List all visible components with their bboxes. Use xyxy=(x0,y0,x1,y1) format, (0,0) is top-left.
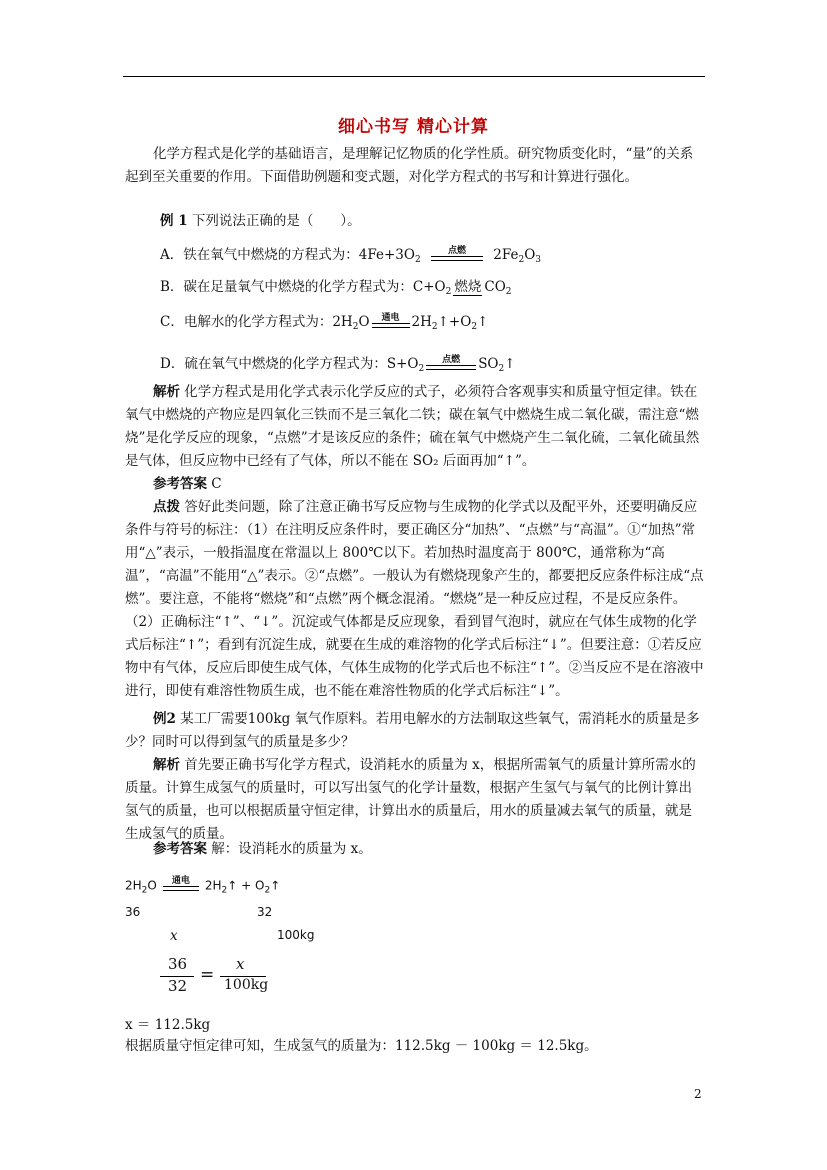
equation-product-o2: ↑ + O xyxy=(227,878,265,893)
fraction-numerator-left: 36 xyxy=(168,955,188,973)
tip-text: 答好此类问题，除了注意正确书写反应物与生成物的化学式以及配平外，还要明确反应条件与符号的标注：（1）在注明反应条件时，要正确区分“加热”、“点燃”与“高温”。①“加热”常用“△”表示，一般指温度在常温以上 800℃以下。若加热时温度高于 800℃，通常称为“高温”，“高温”不能用“△”表示。②“点燃”。一般认为有燃烧现象产生的，都要把反应条件标注成“点燃”。要注意，不能将“燃烧”和“点燃”两个概念混淆。“燃烧”是一种反应过程，不是反应条件。（2）正确标注“↑”、“↓”。沉淀或气体都是反应现象，看到冒气泡时，就应在气体生成物的化学式后标注“↑”；看到有沉淀生成，就要在生成的难溶物的化学式后标注“↓”。但要注意：①若反应物中有气体，反应后即使生成气体，气体生成物的化学式后也不标注“↑”。②当反应不是在溶液中进行，即使有难溶性物质生成，也不能在难溶性物质的化学式后标注“↓”。 xyxy=(125,499,704,699)
example1-analysis xyxy=(125,381,705,473)
option-a-text: A．铁在氧气中燃烧的方程式为：4Fe+3O xyxy=(160,247,415,263)
tip-label: 点拨 xyxy=(153,499,180,515)
option-c-product: 2H xyxy=(411,314,432,330)
example2-answer xyxy=(125,838,705,861)
option-b: B．碳在足量氧气中燃烧的化学方程式为：$C+O_2$ 燃烧 $CO_2$ xyxy=(160,279,512,297)
page-title: 细心书写 精心计算 xyxy=(338,117,489,137)
intro-paragraph: 化学方程式是化学的基础语言，是理解记忆物质的化学性质。研究物质变化时，“量”的关系起到至关重要的作用。下面借助例题和变式题，对化学方程式的书写和计算进行强化。 xyxy=(125,146,694,185)
option-c-tail: ↑+O xyxy=(437,314,472,330)
option-c: C．电解水的化学方程式为：$2H_2O$ 通电 $2H_2↑+O_2↑$ xyxy=(160,310,488,333)
proportion-equation: 36 32 = x 100kg xyxy=(158,955,268,1001)
reaction-condition xyxy=(431,246,483,266)
option-a-product: 2Fe xyxy=(493,247,519,263)
example1-question xyxy=(160,209,361,229)
answer-text: 解：设消耗水的质量为 x。 xyxy=(211,841,372,857)
fraction-numerator-right: x xyxy=(236,955,245,973)
reaction-condition xyxy=(372,313,410,333)
condition-label: 点燃 xyxy=(447,245,466,256)
result-x: x ＝ 112.5kg xyxy=(125,1017,211,1033)
option-a: A．铁在氧气中燃烧的方程式为：$4Fe+3O_2$ 点燃 $2Fe_2O_3$ xyxy=(160,243,541,266)
example2-label: 例2 xyxy=(153,711,176,727)
conclusion: 根据质量守恒定律可知，生成氢气的质量为：112.5kg － 100kg ＝ 12.5kg。 xyxy=(125,1038,598,1054)
variable-x: x xyxy=(170,928,178,944)
page-number: 2 xyxy=(694,1087,702,1101)
option-c-text: C．电解水的化学方程式为：2H xyxy=(160,314,353,330)
equation-reactant: 2H xyxy=(125,878,142,893)
analysis-text: 化学方程式是用化学式表示化学反应的式子，必须符合客观事实和质量守恒定律。铁在氧气中燃烧的产物应是四氧化三铁而不是三氧化二铁；碳在氧气中燃烧生成二氧化碳，需注意“燃烧”是化学反应的现象，“点燃”才是该反应的条件；硫在氧气中燃烧产生二氧化硫，二氧化硫虽然是气体，但反应物中已经有了气体，所以不能在 SO₂ 后面再加“↑”。 xyxy=(125,384,700,469)
example2-analysis xyxy=(125,754,705,846)
header-rule xyxy=(123,76,705,77)
molar-mass-water: 36 xyxy=(125,905,141,919)
option-d: D．硫在氧气中燃烧的化学方程式为：$S+O_2$ 点燃 $SO_2↑$ xyxy=(160,352,516,375)
analysis-label: 解析 xyxy=(153,757,180,773)
analysis-text: 首先要正确书写化学方程式，设消耗水的质量为 x，根据所需氧气的质量计算所需水的质量。计算生成氢气的质量时，可以写出氢气的化学计量数，根据产生氢气与氧气的比例计算出氢气的质量，也可以根据质量守恒定律，计算出水的质量后，用水的质量减去氧气的质量，就是生成氢气的质量。 xyxy=(125,757,696,842)
condition-label: 点燃 xyxy=(442,354,461,365)
example1-tip xyxy=(125,496,705,703)
reaction-condition xyxy=(426,355,476,375)
option-b-condition: 燃烧 xyxy=(454,279,482,295)
example2-question-text: 某工厂需要100kg 氧气作原料。若用电解水的方法制取这些氧气，需消耗水的质量是多少？同时可以得到氢气的质量是多少？ xyxy=(125,711,700,750)
reaction-condition xyxy=(163,876,199,896)
answer-label: 参考答案 xyxy=(153,841,207,857)
example1-answer xyxy=(125,473,705,496)
answer-text: C xyxy=(211,476,222,492)
option-d-product: SO xyxy=(478,356,499,372)
example1-question-text: 下列说法正确的是（ ）。 xyxy=(191,213,361,229)
option-d-text: D．硫在氧气中燃烧的化学方程式为：S+O xyxy=(160,356,419,372)
option-b-product: CO xyxy=(484,279,506,295)
answer-label: 参考答案 xyxy=(153,476,207,492)
example1-label: 例 1 xyxy=(160,213,188,229)
fraction-denominator-left: 32 xyxy=(168,977,188,995)
analysis-label: 解析 xyxy=(153,384,180,400)
reaction-equation: $2H_2O$ 通电 $2H_2↑$ + $O_2↑$ xyxy=(125,876,280,896)
equation-product-h2: 2H xyxy=(204,878,222,893)
fraction-denominator-right: 100kg xyxy=(224,977,269,993)
given-oxygen-mass: 100kg xyxy=(277,928,315,942)
condition-label: 通电 xyxy=(381,312,400,323)
condition-label: 通电 xyxy=(171,876,190,886)
molar-mass-oxygen: 32 xyxy=(257,905,273,919)
example2-question xyxy=(125,708,705,754)
option-b-text: B．碳在足量氧气中燃烧的化学方程式为：C+O xyxy=(160,279,446,295)
